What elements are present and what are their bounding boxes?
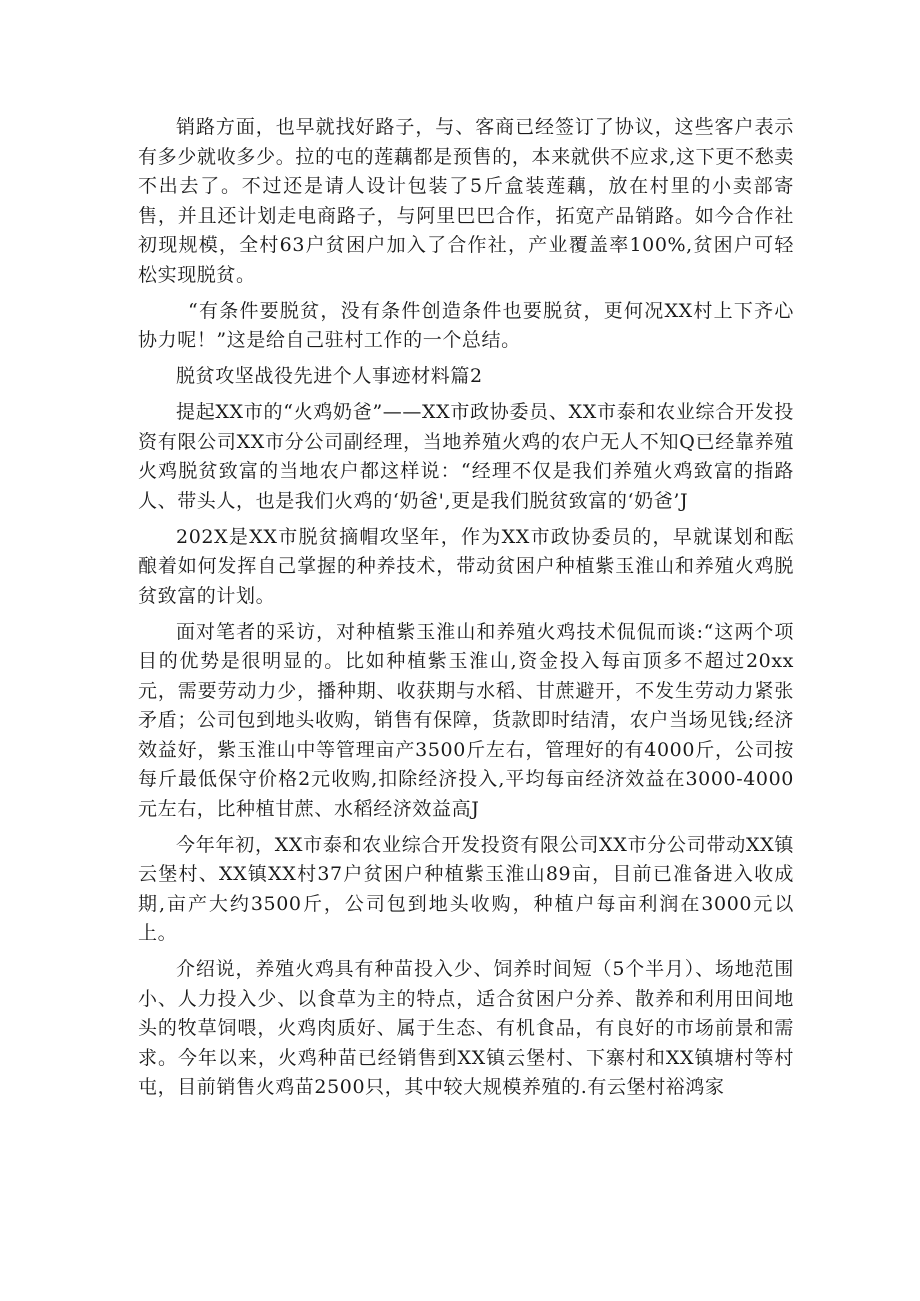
paragraph-interview: 面对笔者的采访，对种植紫玉淮山和养殖火鸡技术侃侃而谈:“这两个项目的优势是很明显的。比如种植紫玉淮山,资金投入每亩顶多不超过20xx元，需要劳动力少，播种期、收获期与水稻、甘蔗避开，不发生劳动力紧张矛盾；公司包到地头收购，销售有保障，货款即时结清，农户当场见钱;经济效益好，紫玉淮山中等管理亩产3500斤左右，管理好的有4000斤，公司按每斤最低保守价格2元收购,扣除经济投入,平均每亩经济效益在3000-4000元左右，比种植甘蔗、水稻经济效益高J — [138, 620, 794, 820]
paragraph-quote-summary: “有条件要脱贫，没有条件创造条件也要脱贫，更何况XX村上下齐心协力呢！”这是给自己驻村工作的一个总结。 — [138, 299, 794, 351]
document-body — [138, 113, 794, 1103]
paragraph-turkey-breeding: 介绍说，养殖火鸡具有种苗投入少、饲养时间短（5个半月）、场地范围小、人力投入少、以食草为主的特点，适合贫困户分养、散养和利用田间地头的牧草饲喂，火鸡肉质好、属于生态、有机食品，有良好的市场前景和需求。今年以来，火鸡种苗已经销售到XX镇云堡村、下寨村和XX镇塘村等村屯，目前销售火鸡苗2500只，其中较大规模养殖的.有云堡村裕鸿家 — [138, 958, 794, 1098]
paragraph-planting: 今年年初，XX市泰和农业综合开发投资有限公司XX市分公司带动XX镇云堡村、XX镇XX村37户贫困户种植紫玉淮山89亩，目前已准备进入收成期,亩产大约3500斤，公司包到地头收购，种植户每亩利润在3000元以上。 — [138, 833, 794, 944]
paragraph-turkey-father: 提起XX市的“火鸡奶爸”——XX市政协委员、XX市泰和农业综合开发投资有限公司XX市分公司副经理，当地养殖火鸡的农户无人不知Q已经靠养殖火鸡脱贫致富的当地农户都这样说：“经理不仅是我们养殖火鸡致富的指路人、带头人，也是我们火鸡的‘奶爸',更是我们脱贫致富的‘奶爸’J — [138, 401, 794, 512]
paragraph-sales-channel: 销路方面，也早就找好路子，与、客商已经签订了协议，这些客户表示有多少就收多少。拉的屯的莲藕都是预售的，本来就供不应求,这下更不愁卖不出去了。不过还是请人设计包装了5斤盒装莲藕，放在村里的小卖部寄售，并且还计划走电商路子，与阿里巴巴合作，拓宽产品销路。如今合作社初现规模，全村63户贫困户加入了合作社，产业覆盖率100%,贫困户可轻松实现脱贫。 — [138, 116, 794, 286]
section-heading: 脱贫攻坚战役先进个人事迹材料篇2 — [176, 365, 483, 387]
paragraph-poverty-year: 202X是XX市脱贫摘帽攻坚年，作为XX市政协委员的，早就谋划和酝酿着如何发挥自己掌握的种养技术，带动贫困户种植紫玉淮山和养殖火鸡脱贫致富的计划。 — [138, 525, 794, 607]
